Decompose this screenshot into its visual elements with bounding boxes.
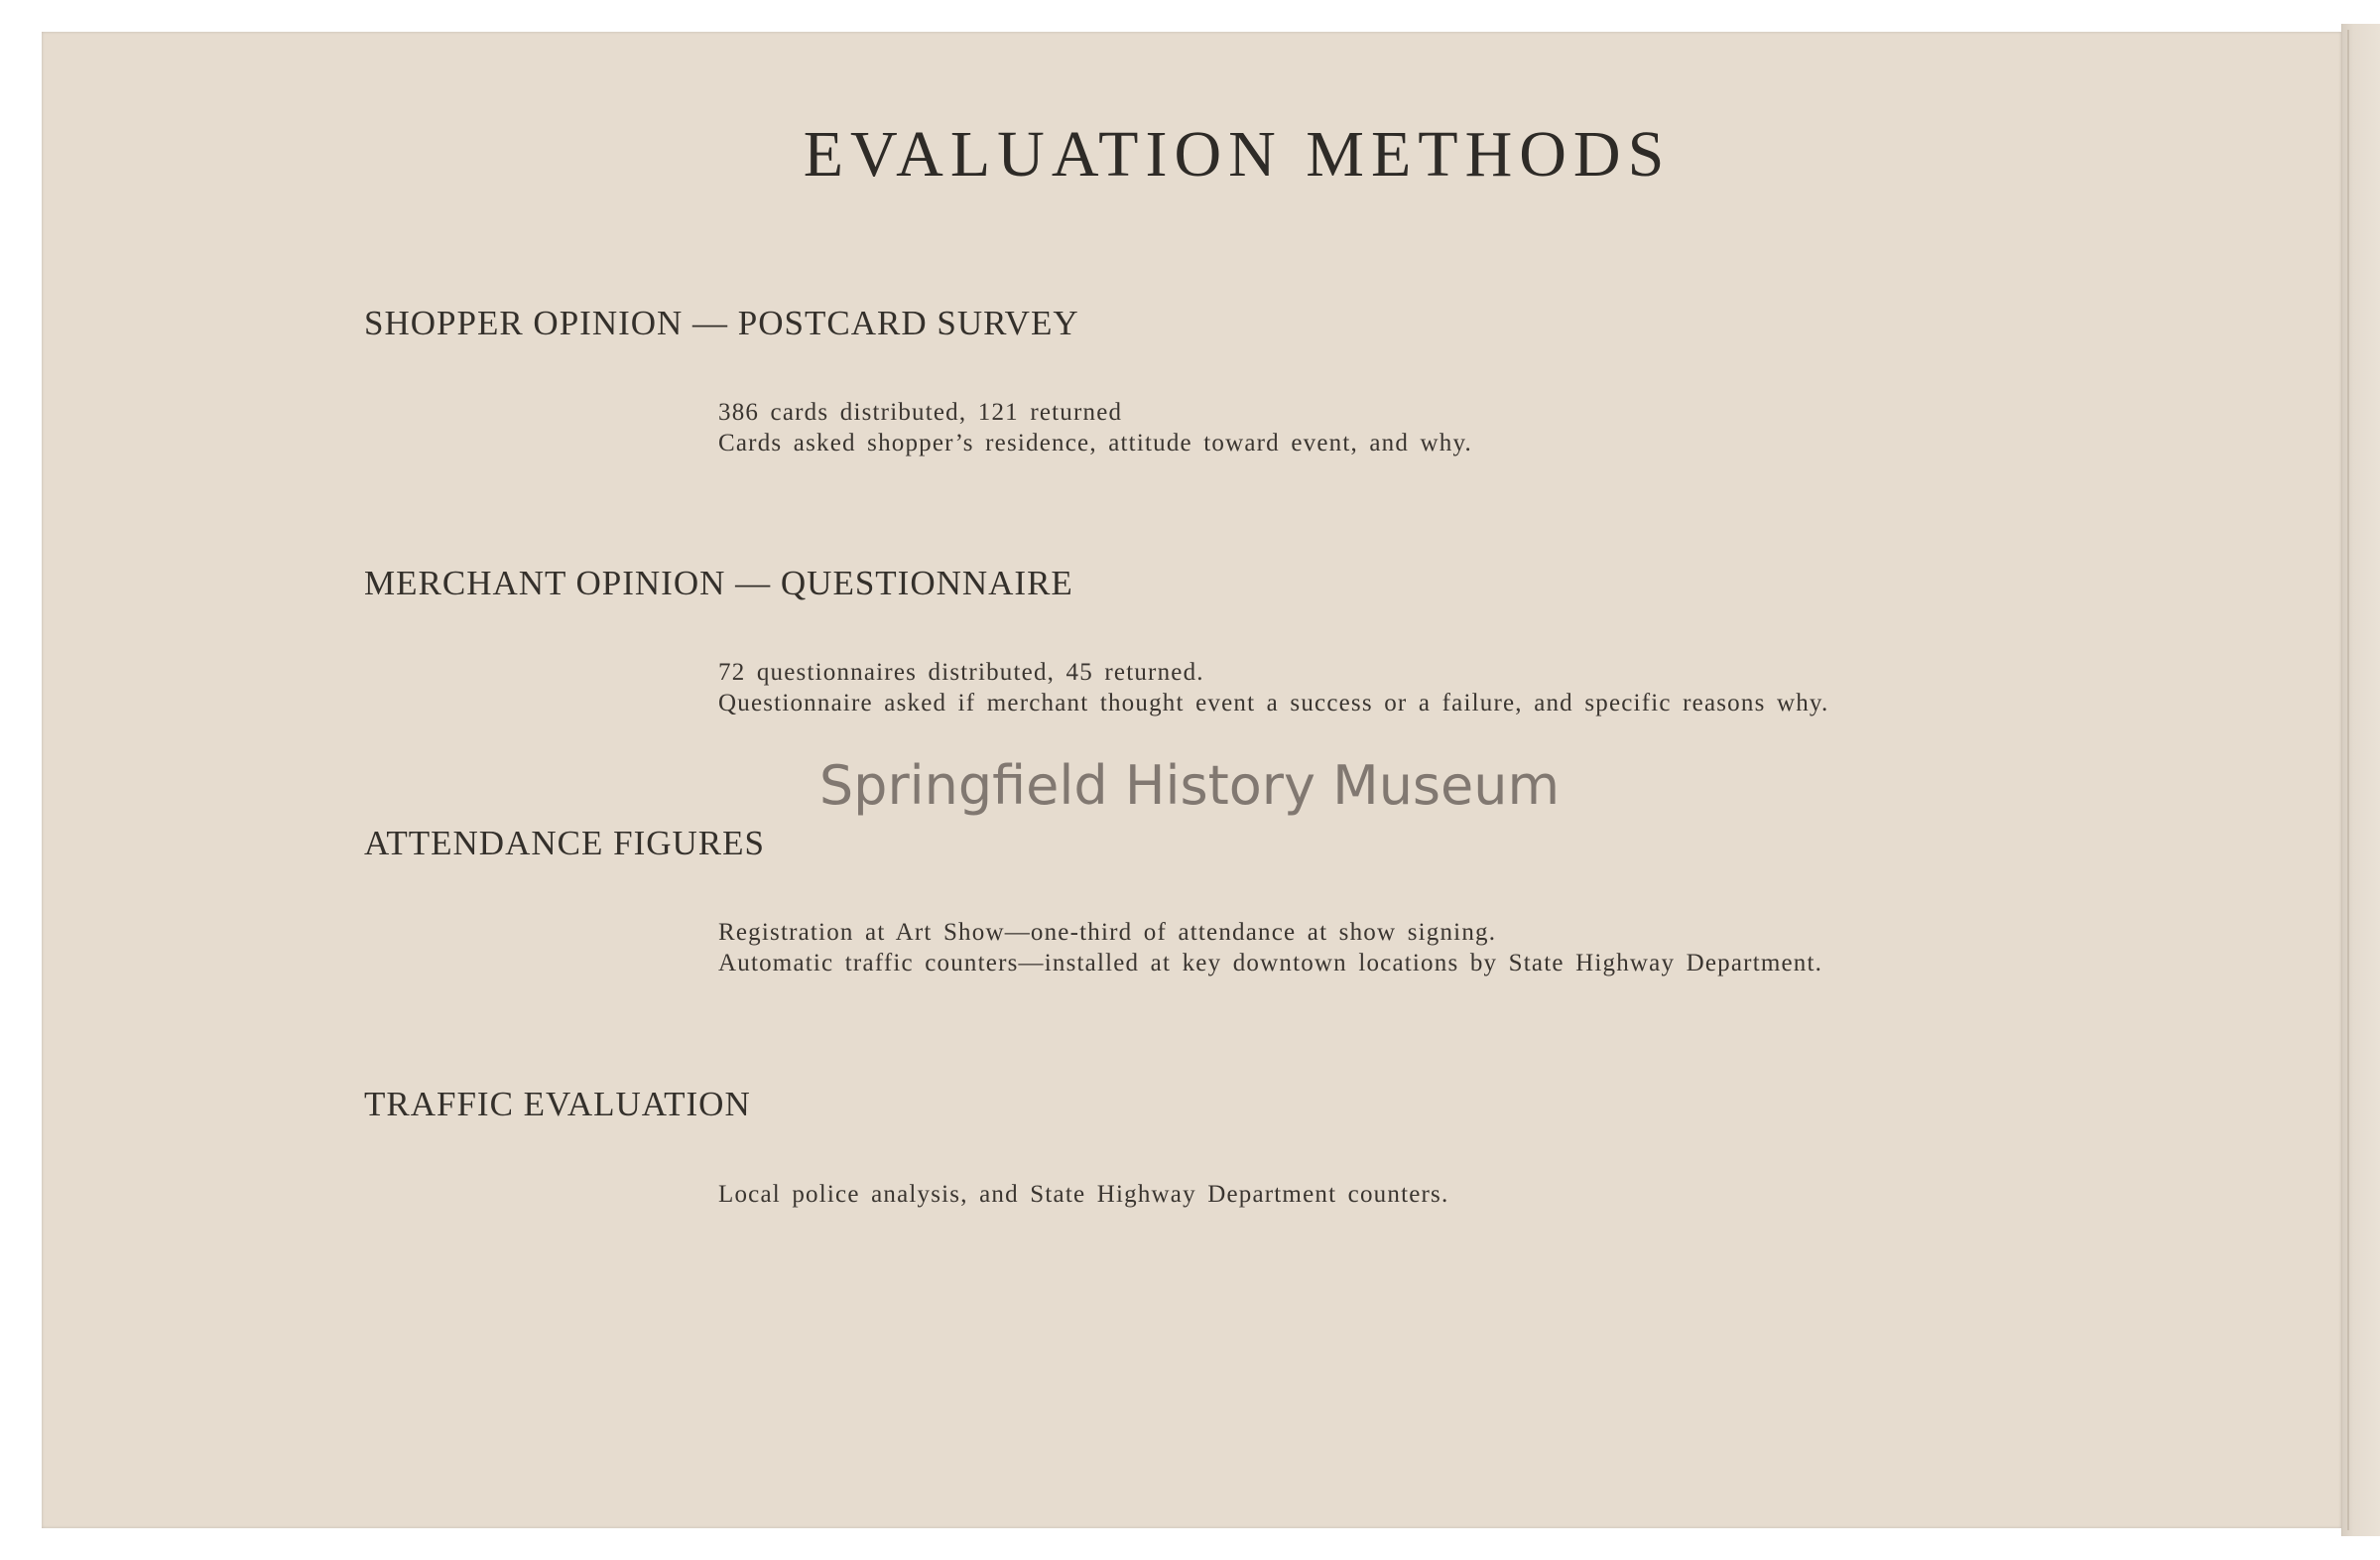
page-title: EVALUATION METHODS	[803, 118, 1672, 191]
section-heading-shopper-opinion: SHOPPER OPINION — POSTCARD SURVEY	[364, 304, 1079, 342]
section-body-shopper-opinion	[718, 397, 1472, 458]
body-line: Questionnaire asked if merchant thought event a success or a failure, and specific reasons why.	[718, 690, 1829, 716]
body-line: 72 questionnaires distributed, 45 returned.	[718, 659, 1204, 686]
section-body-attendance-figures	[718, 917, 1822, 978]
body-line: Cards asked shopper’s residence, attitude toward event, and why.	[718, 430, 1472, 456]
section-body-merchant-opinion	[718, 657, 1828, 718]
section-heading-merchant-opinion: MERCHANT OPINION — QUESTIONNAIRE	[364, 564, 1073, 602]
body-line: 386 cards distributed, 121 returned	[718, 399, 1123, 426]
museum-watermark: Springfield History Museum	[818, 754, 1561, 817]
body-line: Registration at Art Show—one-third of attendance at show signing.	[718, 919, 1497, 946]
body-line: Automatic traffic counters—installed at key downtown locations by State Highway Department.	[718, 950, 1823, 976]
body-line: Local police analysis, and State Highway Department counters.	[718, 1181, 1449, 1208]
section-body-traffic-evaluation	[718, 1179, 1448, 1210]
section-heading-attendance-figures: ATTENDANCE FIGURES	[364, 824, 765, 862]
section-heading-traffic-evaluation: TRAFFIC EVALUATION	[364, 1085, 751, 1123]
